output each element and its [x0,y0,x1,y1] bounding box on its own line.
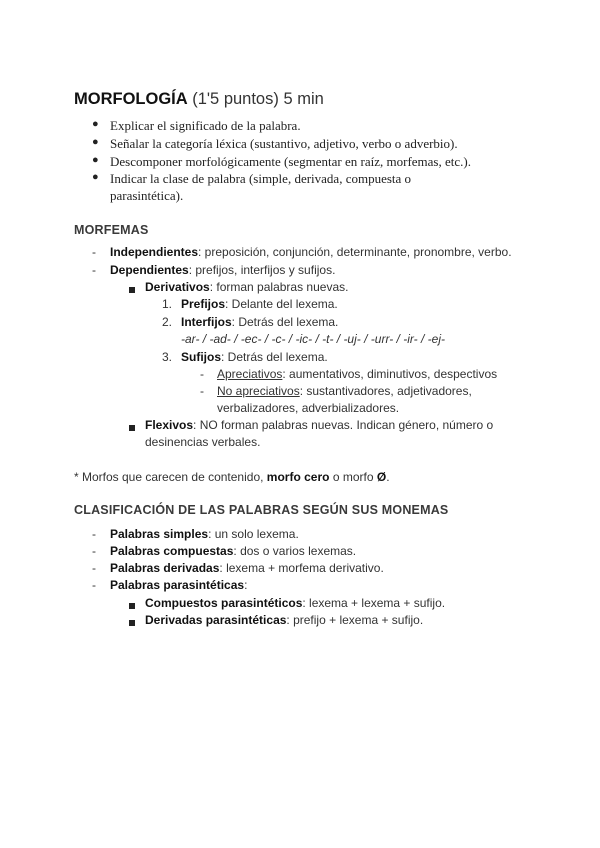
bullet-icon: ● [92,118,99,130]
item-dependientes: Dependientes: prefijos, interfijos y sufijos. [110,263,336,277]
item-parasinteticas: Palabras parasintéticas: [110,578,248,592]
dash-marker: - [92,527,96,541]
bullet-icon: ● [92,171,99,183]
list-item: ● Explicar el significado de la palabra. [92,118,301,133]
dash-marker: - [92,578,96,592]
list-item-continuation: parasintética). [110,188,184,203]
list-item: ● Descomponer morfológicamente (segmentar en raíz, morfemas, etc.). [92,154,471,169]
list-item: ● Indicar la clase de palabra (simple, derivada, compuesta o [92,171,412,186]
item-compuestas: Palabras compuestas: dos o varios lexemas. [110,544,357,558]
square-bullet-icon [129,425,135,431]
section-heading-clasificacion: CLASIFICACIÓN DE LAS PALABRAS SEGÚN SUS MONEMAS [74,503,449,517]
dash-marker: - [92,544,96,558]
page-title [74,90,324,109]
item-prefijos: Prefijos: Delante del lexema. [181,297,338,311]
footnote: * Morfos que carecen de contenido, morfo cero o morfo Ø. [74,470,390,484]
square-bullet-icon [129,620,135,626]
square-bullet-icon [129,603,135,609]
item-compuestos-parasinteticos: Compuestos parasintéticos: lexema + lexema + sufijo. [145,596,446,610]
dash-marker: - [200,384,204,398]
list-item: ● Señalar la categoría léxica (sustantivo, adjetivo, verbo o adverbio). [92,136,458,151]
item-flexivos-cont: desinencias verbales. [145,435,261,449]
item-apreciativos: Apreciativos: aumentativos, diminutivos, despectivos [217,367,498,381]
title-rest: (1'5 puntos) 5 min [187,90,324,108]
square-bullet-icon [129,287,135,293]
title-bold: MORFOLOGÍA [74,90,188,108]
dash-marker: - [92,561,96,575]
item-simples: Palabras simples: un solo lexema. [110,527,299,541]
item-sufijos: Sufijos: Detrás del lexema. [181,350,328,364]
list-number: 3. [162,350,173,364]
item-derivadas-parasinteticas: Derivadas parasintéticas: prefijo + lexema + sufijo. [145,613,424,627]
bullet-icon: ● [92,136,99,148]
dash-marker: - [92,245,96,259]
item-flexivos: Flexivos: NO forman palabras nuevas. Indican género, número o [145,418,494,432]
item-independientes: Independientes: preposición, conjunción, determinante, pronombre, verbo. [110,245,512,259]
interfijos-list: -ar- / -ad- / -ec- / -c- / -ic- / -t- / -uj- / -urr- / -ir- / -ej- [181,332,445,346]
item-no-apreciativos: No apreciativos: sustantivadores, adjetivadores, [217,384,472,398]
item-derivadas: Palabras derivadas: lexema + morfema derivativo. [110,561,384,575]
item-derivativos: Derivativos: forman palabras nuevas. [145,280,349,294]
list-number: 1. [162,297,173,311]
dash-marker: - [200,367,204,381]
dash-marker: - [92,263,96,277]
item-no-apreciativos-cont: verbalizadores, adverbializadores. [217,401,400,415]
item-interfijos: Interfijos: Detrás del lexema. [181,315,339,329]
bullet-icon: ● [92,154,99,166]
list-number: 2. [162,315,173,329]
section-heading-morfemas: MORFEMAS [74,223,149,237]
